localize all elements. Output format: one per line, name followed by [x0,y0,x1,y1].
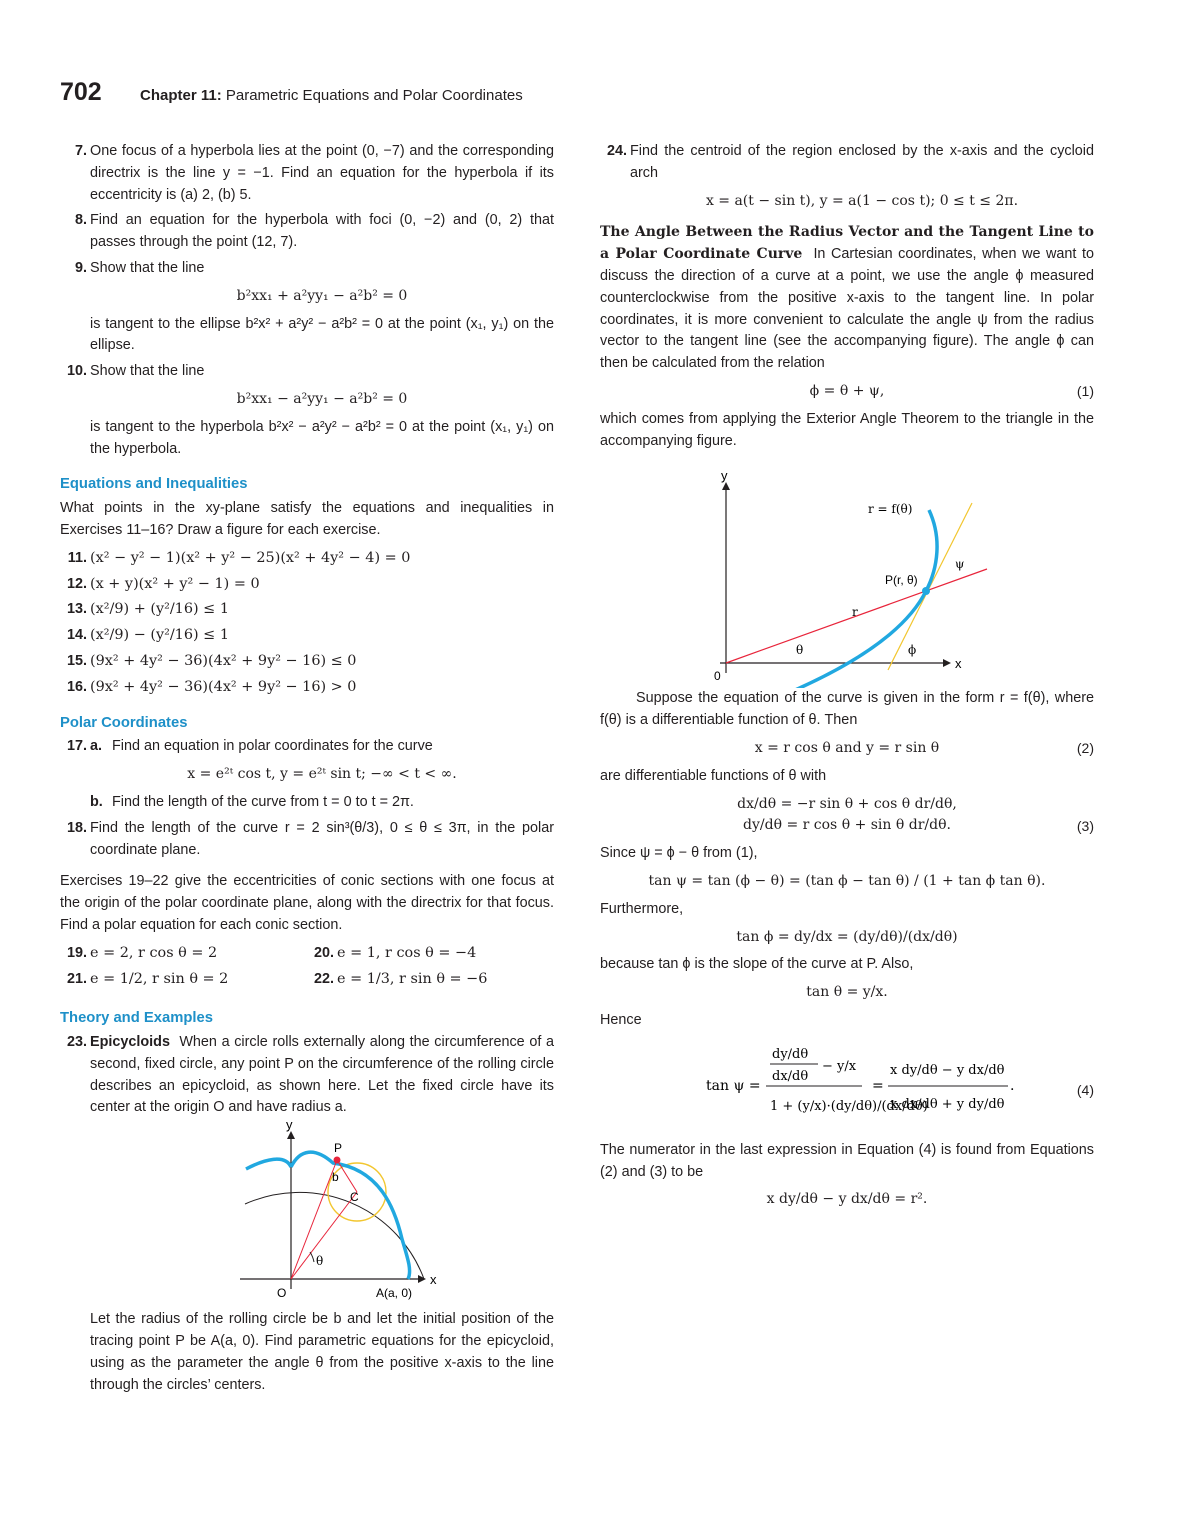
left-column [60,141,554,1400]
page-number: 702 [60,78,102,106]
epicycloid-arc-right [291,1152,410,1279]
label-theta: θ [796,643,804,658]
exercise-equation: (x²/9) − (y²/16) ≤ 1 [90,627,229,644]
exercise-equation: (9x² + 4y² − 36)(4x² + 9y² − 16) ≤ 0 [90,652,357,669]
equation-4-tag: (4) [1076,1081,1094,1098]
polar-tangent-figure [600,458,1094,688]
right-column [600,141,1094,1217]
because-text: because tan ϕ is the slope of the curve at P. Also, [600,956,914,973]
final-equation: x dy/dθ − y dx/dθ = r². [766,1191,928,1208]
exercise-11 [60,548,554,570]
exercise-14 [60,625,554,647]
equation-3a: dx/dθ = −r sin θ + cos θ dr/dθ, [737,795,957,812]
running-head [140,87,523,104]
label-P: P(r, θ) [885,573,918,588]
section-heading-equations: Equations and Inequalities [60,476,248,493]
exercise-21 [60,969,307,991]
angle-section [600,222,1094,375]
angle-section-text: In Cartesian coordinates, when we want to discuss the direction of a curve at a point, we use the angle ϕ measured counterclockwise from the positive x-axis to the tangent line. In polar coordinates, it is more convenient to calculate the angle ψ from the radius vector to the tangent line (see the accompanying figure). The angle ϕ can then be calculated from the relation [600,246,1094,372]
after-eq1: which comes from applying the Exterior Angle Theorem to the triangle in the accompanying figure. [600,410,1094,449]
exercise-text-continued: is tangent to the ellipse b²x² + a²y² − a²b² = 0 at the point (x₁, y₁) on the ellipse. [90,315,554,354]
equation: b²xx₁ − a²yy₁ − a²b² = 0 [236,390,408,407]
label-r: r [852,605,858,620]
exercise-7 [60,141,554,206]
exercise-number: 24. [606,143,627,159]
exercise-10 [60,361,554,460]
exercise-number: 17. [66,738,87,755]
exercise-equation: e = 1, r cos θ = −4 [337,944,477,961]
exercise-text: Find the length of the curve r = 2 sin³(θ/3), 0 ≤ θ ≤ 3π, in the polar coordinate plane. [90,819,554,858]
polar-tangent-diagram [600,458,1094,688]
label-psi: ψ [955,557,965,572]
exercise-text: Show that the line [90,259,205,276]
part-b [90,792,554,814]
exercise-22 [307,969,554,991]
equation: x = e²ᵗ cos t, y = e²ᵗ sin t; −∞ < t < ∞. [187,766,457,783]
equation-2 [600,738,1094,760]
conic-intro: Exercises 19–22 give the eccentricities of conic sections with one focus at the origin of the polar coordinate plane, along with the directrix for that focus. Find a polar equation for each conic section. [60,873,554,933]
section-intro: What points in the xy-plane satisfy the equations and inequalities in Exercises 11–16? Draw a figure for each exercise. [60,500,554,538]
svg-text:x dy/dθ − y dx/dθ: x dy/dθ − y dx/dθ [890,1062,1005,1078]
theta-arc [310,1252,314,1262]
equation-2-tag: (2) [1076,739,1094,756]
exercise-equation: (x²/9) + (y²/16) ≤ 1 [90,601,229,618]
equation-4 [600,1038,1094,1134]
exercise-13 [60,599,554,621]
svg-text:.: . [1010,1077,1015,1094]
svg-text:dy/dθ: dy/dθ [772,1046,809,1062]
equation-3b: dy/dθ = r cos θ + sin θ dr/dθ. [743,817,951,834]
exercise-number: 10. [66,363,87,380]
exercise-24 [600,141,1094,212]
exercise-pair-19-20 [60,943,554,969]
svg-text:1 + (y/x)·(dy/dθ)/(dx/dθ): 1 + (y/x)·(dy/dθ)/(dx/dθ) [770,1098,928,1114]
part-a [90,736,554,758]
svg-text:=: = [872,1077,884,1094]
equation-4-layout [600,1038,1094,1134]
label-A: A(a, 0) [376,1286,413,1301]
exercise-number: 21. [66,970,87,987]
exercise-number: 23. [66,1034,87,1051]
epicycloid-arc-left [246,1159,291,1169]
exercise-text: One focus of a hyperbola lies at the point (0, −7) and the corresponding directrix is the line y = −1. Find an equation for the hyperbola if its eccentricity is (a) 2, (b) 5. [90,143,554,203]
exercise-18 [60,818,554,862]
exercise-equation: e = 2, r cos θ = 2 [90,944,218,961]
after-eq2: are differentiable functions of θ with [600,767,827,784]
epicycloid-figure [90,1119,554,1309]
svg-text:− y/x: − y/x [822,1058,857,1074]
equation: b²xx₁ + a²yy₁ − a²b² = 0 [236,287,408,304]
label-y: y [721,468,728,484]
equation-3 [600,794,1094,838]
exercise-equation: e = 1/3, r sin θ = −6 [337,970,488,987]
exercise-text: When a circle rolls externally along the circumference of a second, fixed circle, any point P on the circumference of the rolling circle describes an epicycloid, as shown here. Let the fixed circle have its center at the origin O and have radius a. [90,1034,554,1116]
exercise-number: 9. [74,259,87,276]
angle-section-title: The Angle Between the Radius Vector and the Tangent Line to a Polar Coordinate Curve [600,224,1094,263]
suppose-text: Suppose the equation of the curve is given in the form r = f(θ), where f(θ) is a differentiable function of θ. Then [600,690,1094,729]
exercise-17 [60,736,554,813]
label-x: x [430,1272,437,1288]
x-axis-arrow [943,659,951,667]
exercise-number: 22. [313,970,334,987]
exercise-equation: e = 1/2, r sin θ = 2 [90,970,229,987]
exercise-text: Find the centroid of the region enclosed by the x-axis and the cycloid arch [630,143,1094,181]
label-x: x [955,656,962,672]
exercise-pair-21-22 [60,969,554,995]
equation: x = a(t − sin t), y = a(1 − cos t); 0 ≤ t ≤ 2π. [705,192,1019,209]
tan-theta-equation: tan θ = y/x. [806,984,888,1001]
exercise-text: Show that the line [90,363,205,380]
exercise-number: 12. [66,575,87,592]
section-heading-polar: Polar Coordinates [60,714,188,731]
exercise-number: 14. [66,627,87,644]
tan-phi-equation: tan ϕ = dy/dx = (dy/dθ)/(dx/dθ) [736,928,958,945]
exercise-20 [307,943,554,965]
tan-psi-equation: tan ψ = tan (ϕ − θ) = (tan ϕ − tan θ) / (1 + tan ϕ tan θ). [648,872,1046,889]
svg-text:x dx/dθ + y dy/dθ: x dx/dθ + y dy/dθ [890,1096,1005,1112]
exercise-19 [60,943,307,965]
line-to-C [291,1192,357,1279]
label-b: b [332,1170,339,1185]
point-P [334,1157,341,1164]
exercise-number: 8. [74,212,87,229]
equation-3-tag: (3) [1076,817,1094,834]
exercise-number: 16. [66,678,87,695]
label-phi: ϕ [908,643,917,658]
exercise-title: Epicycloids [90,1034,170,1051]
curve-r-f-theta [786,510,937,688]
hence-text: Hence [600,1011,642,1028]
exercise-number: 20. [313,944,334,961]
y-axis-arrow [287,1131,295,1139]
exercise-number: 18. [66,819,87,836]
exercise-text-continued: Let the radius of the rolling circle be b and let the initial position of the tracing point P be A(a, 0). Find parametric equations for the epicycloid, using as the parameter the angle θ from the positive x-axis to the line through the circles’ centers. [90,1311,554,1393]
fixed-circle [245,1193,424,1280]
label-r-f-theta: r = f(θ) [868,502,913,517]
exercise-number: 19. [66,944,87,961]
exercise-16 [60,677,554,699]
equation-1 [600,381,1094,403]
exercise-23 [60,1032,554,1396]
numerator-text: The numerator in the last expression in Equation (4) is found from Equations (2) and (3) to be [600,1141,1094,1180]
exercise-equation: (x² − y² − 1)(x² + y² − 25)(x² + 4y² − 4) = 0 [90,549,411,566]
y-axis-arrow [722,482,730,490]
epicycloid-diagram [90,1119,554,1309]
part-label: b. [90,793,103,810]
chapter-title: Parametric Equations and Polar Coordinates [225,87,523,104]
exercise-8 [60,210,554,254]
exercise-equation: (9x² + 4y² − 36)(4x² + 9y² − 16) > 0 [90,678,357,695]
exercise-9 [60,258,554,357]
svg-text:tan ψ =: tan ψ = [706,1077,761,1094]
equation-2-body: x = r cos θ and y = r sin θ [754,739,940,756]
exercise-15 [60,651,554,673]
label-C: C [350,1190,359,1205]
label-origin: 0 [714,669,721,684]
exercise-text: Find an equation for the hyperbola with foci (0, −2) and (0, 2) that passes through the point (12, 7). [90,212,554,251]
svg-text:dx/dθ: dx/dθ [772,1068,809,1084]
x-axis-arrow [418,1275,426,1283]
exercise-12 [60,574,554,596]
exercise-text-continued: is tangent to the hyperbola b²x² − a²y² − a²b² = 0 at the point (x₁, y₁) on the hyperbola. [90,418,554,457]
equation-1-tag: (1) [1076,382,1094,399]
exercise-equation: (x + y)(x² + y² − 1) = 0 [90,575,260,592]
furthermore-text: Furthermore, [600,900,684,917]
label-theta: θ [316,1254,324,1269]
part-text: Find an equation in polar coordinates for the curve [112,738,433,755]
point-P [922,587,930,595]
exercise-number: 11. [67,549,87,566]
exercise-number: 15. [66,652,87,669]
equation-1-body: ϕ = θ + ψ, [809,382,885,399]
part-label: a. [90,738,103,755]
chapter-label: Chapter 11: [140,87,222,104]
part-text: Find the length of the curve from t = 0 to t = 2π. [112,793,414,810]
since-text: Since ψ = ϕ − θ from (1), [600,845,758,862]
label-y: y [286,1119,293,1133]
label-P: P [334,1141,343,1156]
exercise-number: 13. [66,601,87,618]
label-O: O [277,1286,287,1301]
exercise-number: 7. [74,143,87,159]
section-heading-theory: Theory and Examples [60,1010,213,1027]
